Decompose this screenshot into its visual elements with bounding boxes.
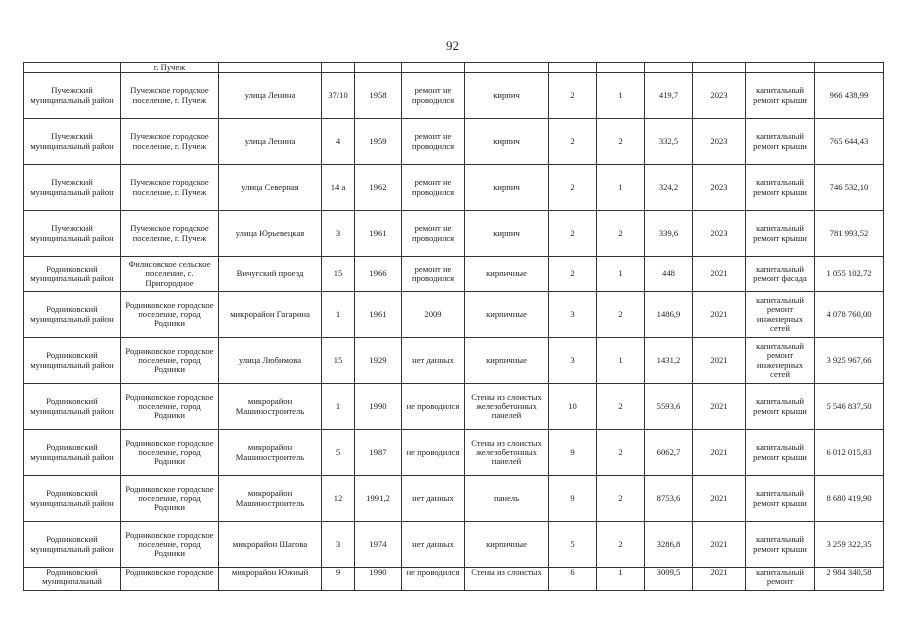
- wall-material-cell: Стены из слоистых: [465, 568, 549, 591]
- entrances-cell: 2: [597, 292, 645, 338]
- planned-year-cell: 2021: [693, 384, 746, 430]
- entrances-cell: 1: [597, 338, 645, 384]
- wall-material-cell: кирпичные: [465, 338, 549, 384]
- street-cell: микрорайон Шагова: [219, 522, 322, 568]
- year-built-cell: 1991,2: [355, 476, 402, 522]
- street-cell: улица Ленина: [219, 119, 322, 165]
- cost-cell: [815, 63, 884, 73]
- area-cell: 1486,9: [645, 292, 693, 338]
- area-cell: 8753,6: [645, 476, 693, 522]
- planned-year-cell: 2021: [693, 430, 746, 476]
- last-repair-cell: ремонт не проводился: [402, 211, 465, 257]
- year-built-cell: 1962: [355, 165, 402, 211]
- entrances-cell: 1: [597, 165, 645, 211]
- year-built-cell: 1990: [355, 568, 402, 591]
- floors-cell: 3: [549, 292, 597, 338]
- year-built-cell: 1961: [355, 292, 402, 338]
- settlement-cell: Пучежское городское поселение, г. Пучеж: [121, 165, 219, 211]
- wall-material-cell: Стены из слоистых железобетонных панелей: [465, 384, 549, 430]
- cost-cell: 6 012 015,83: [815, 430, 884, 476]
- street-cell: [219, 63, 322, 73]
- entrances-cell: 1: [597, 73, 645, 119]
- table-row: [24, 476, 884, 522]
- last-repair-cell: не проводился: [402, 384, 465, 430]
- entrances-cell: 2: [597, 119, 645, 165]
- planned-year-cell: [693, 63, 746, 73]
- area-cell: 419,7: [645, 73, 693, 119]
- settlement-cell: Филисовское сельское поселение, с. Пригородное: [121, 257, 219, 292]
- area-cell: 3286,8: [645, 522, 693, 568]
- settlement-cell: Родниковское городское поселение, город Родники: [121, 430, 219, 476]
- planned-year-cell: 2021: [693, 476, 746, 522]
- district-cell: Родниковский муниципальный район: [24, 430, 121, 476]
- table-row: [24, 257, 884, 292]
- planned-year-cell: 2023: [693, 73, 746, 119]
- house-number-cell: [322, 63, 355, 73]
- last-repair-cell: ремонт не проводился: [402, 257, 465, 292]
- settlement-cell: Родниковское городское поселение, город Родники: [121, 338, 219, 384]
- table-row: [24, 73, 884, 119]
- cost-cell: 8 680 419,90: [815, 476, 884, 522]
- cost-cell: 966 438,99: [815, 73, 884, 119]
- wall-material-cell: кирпич: [465, 165, 549, 211]
- cost-cell: 781 993,52: [815, 211, 884, 257]
- district-cell: Родниковский муниципальный район: [24, 476, 121, 522]
- house-number-cell: 3: [322, 211, 355, 257]
- work-type-cell: капитальный ремонт инженерных сетей: [746, 338, 815, 384]
- street-cell: микрорайон Машиностроитель: [219, 384, 322, 430]
- street-cell: улица Любимова: [219, 338, 322, 384]
- house-number-cell: 14 а: [322, 165, 355, 211]
- cost-cell: 4 078 760,00: [815, 292, 884, 338]
- wall-material-cell: кирпич: [465, 73, 549, 119]
- house-number-cell: 4: [322, 119, 355, 165]
- table-row: [24, 568, 884, 591]
- last-repair-cell: нет данных: [402, 522, 465, 568]
- area-cell: 5593,6: [645, 384, 693, 430]
- house-number-cell: 5: [322, 430, 355, 476]
- last-repair-cell: [402, 63, 465, 73]
- entrances-cell: 2: [597, 430, 645, 476]
- floors-cell: 3: [549, 338, 597, 384]
- wall-material-cell: кирпич: [465, 211, 549, 257]
- wall-material-cell: кирпичные: [465, 522, 549, 568]
- work-type-cell: капитальный ремонт крыши: [746, 522, 815, 568]
- floors-cell: [549, 63, 597, 73]
- year-built-cell: 1966: [355, 257, 402, 292]
- district-cell: Родниковский муниципальный район: [24, 292, 121, 338]
- settlement-cell: Пучежское городское поселение, г. Пучеж: [121, 211, 219, 257]
- last-repair-cell: нет данных: [402, 476, 465, 522]
- district-cell: Пучежский муниципальный район: [24, 165, 121, 211]
- planned-year-cell: 2021: [693, 292, 746, 338]
- year-built-cell: 1974: [355, 522, 402, 568]
- work-type-cell: капитальный ремонт крыши: [746, 476, 815, 522]
- cost-cell: 746 532,10: [815, 165, 884, 211]
- cost-cell: 3 925 967,66: [815, 338, 884, 384]
- table-row: [24, 522, 884, 568]
- house-number-cell: 1: [322, 292, 355, 338]
- settlement-cell: Родниковское городское поселение, город Родники: [121, 292, 219, 338]
- last-repair-cell: не проводился: [402, 430, 465, 476]
- floors-cell: 9: [549, 476, 597, 522]
- planned-year-cell: 2023: [693, 211, 746, 257]
- settlement-cell: Родниковское городское поселение, город Родники: [121, 384, 219, 430]
- street-cell: улица Юрьевецкая: [219, 211, 322, 257]
- year-built-cell: 1959: [355, 119, 402, 165]
- last-repair-cell: 2009: [402, 292, 465, 338]
- house-number-cell: 37/10: [322, 73, 355, 119]
- entrances-cell: [597, 63, 645, 73]
- settlement-cell: Пучежское городское поселение, г. Пучеж: [121, 73, 219, 119]
- table-row: [24, 384, 884, 430]
- street-cell: микрорайон Южный: [219, 568, 322, 591]
- year-built-cell: 1961: [355, 211, 402, 257]
- district-cell: Родниковский муниципальный район: [24, 384, 121, 430]
- district-cell: Родниковский муниципальный: [24, 568, 121, 591]
- floors-cell: 2: [549, 211, 597, 257]
- work-type-cell: [746, 63, 815, 73]
- planned-year-cell: 2023: [693, 119, 746, 165]
- wall-material-cell: кирпичные: [465, 292, 549, 338]
- page-number: 92: [446, 38, 459, 53]
- area-cell: 6062,7: [645, 430, 693, 476]
- district-cell: [24, 63, 121, 73]
- cost-cell: 1 055 102,72: [815, 257, 884, 292]
- area-cell: 448: [645, 257, 693, 292]
- table-row: [24, 119, 884, 165]
- cost-cell: 5 546 837,50: [815, 384, 884, 430]
- planned-year-cell: 2021: [693, 522, 746, 568]
- floors-cell: 2: [549, 119, 597, 165]
- house-number-cell: 1: [322, 384, 355, 430]
- table-row: [24, 165, 884, 211]
- cost-cell: 765 644,43: [815, 119, 884, 165]
- district-cell: Родниковский муниципальный район: [24, 338, 121, 384]
- street-cell: Вичугский проезд: [219, 257, 322, 292]
- district-cell: Пучежский муниципальный район: [24, 119, 121, 165]
- last-repair-cell: нет данных: [402, 338, 465, 384]
- floors-cell: 2: [549, 257, 597, 292]
- settlement-cell: Родниковское городское поселение, город Родники: [121, 522, 219, 568]
- district-cell: Пучежский муниципальный район: [24, 73, 121, 119]
- street-cell: улица Ленина: [219, 73, 322, 119]
- work-type-cell: капитальный ремонт крыши: [746, 384, 815, 430]
- area-cell: 339,6: [645, 211, 693, 257]
- wall-material-cell: кирпичные: [465, 257, 549, 292]
- settlement-cell: Родниковское городское поселение, город Родники: [121, 476, 219, 522]
- wall-material-cell: кирпич: [465, 119, 549, 165]
- street-cell: микрорайон Машиностроитель: [219, 476, 322, 522]
- year-built-cell: 1958: [355, 73, 402, 119]
- last-repair-cell: не проводился: [402, 568, 465, 591]
- house-number-cell: 15: [322, 338, 355, 384]
- table-row: [24, 211, 884, 257]
- settlement-cell: Родниковское городское: [121, 568, 219, 591]
- entrances-cell: 2: [597, 211, 645, 257]
- work-type-cell: капитальный ремонт фасада: [746, 257, 815, 292]
- work-type-cell: капитальный ремонт крыши: [746, 211, 815, 257]
- work-type-cell: капитальный ремонт инженерных сетей: [746, 292, 815, 338]
- housing-repair-table: [23, 62, 884, 591]
- house-number-cell: 9: [322, 568, 355, 591]
- entrances-cell: 1: [597, 257, 645, 292]
- work-type-cell: капитальный ремонт крыши: [746, 165, 815, 211]
- entrances-cell: 2: [597, 384, 645, 430]
- last-repair-cell: ремонт не проводился: [402, 165, 465, 211]
- area-cell: 332,5: [645, 119, 693, 165]
- floors-cell: 5: [549, 522, 597, 568]
- street-cell: улица Северная: [219, 165, 322, 211]
- planned-year-cell: 2023: [693, 165, 746, 211]
- year-built-cell: 1987: [355, 430, 402, 476]
- year-built-cell: [355, 63, 402, 73]
- district-cell: Родниковский муниципальный район: [24, 522, 121, 568]
- entrances-cell: 2: [597, 522, 645, 568]
- district-cell: Родниковский муниципальный район: [24, 257, 121, 292]
- entrances-cell: 2: [597, 476, 645, 522]
- last-repair-cell: ремонт не проводился: [402, 119, 465, 165]
- settlement-cell: г. Пучеж: [121, 63, 219, 73]
- work-type-cell: капитальный ремонт: [746, 568, 815, 591]
- table-row: [24, 63, 884, 73]
- entrances-cell: 1: [597, 568, 645, 591]
- street-cell: микрорайон Машиностроитель: [219, 430, 322, 476]
- area-cell: 3009,5: [645, 568, 693, 591]
- wall-material-cell: панель: [465, 476, 549, 522]
- district-cell: Пучежский муниципальный район: [24, 211, 121, 257]
- planned-year-cell: 2021: [693, 338, 746, 384]
- cost-cell: 3 259 322,35: [815, 522, 884, 568]
- table-row: [24, 430, 884, 476]
- street-cell: микрорайон Гагарина: [219, 292, 322, 338]
- work-type-cell: капитальный ремонт крыши: [746, 73, 815, 119]
- house-number-cell: 3: [322, 522, 355, 568]
- floors-cell: 10: [549, 384, 597, 430]
- floors-cell: 2: [549, 73, 597, 119]
- wall-material-cell: Стены из слоистых железобетонных панелей: [465, 430, 549, 476]
- table-row: [24, 292, 884, 338]
- house-number-cell: 12: [322, 476, 355, 522]
- floors-cell: 9: [549, 430, 597, 476]
- table-row: [24, 338, 884, 384]
- planned-year-cell: 2021: [693, 568, 746, 591]
- wall-material-cell: [465, 63, 549, 73]
- area-cell: 324,2: [645, 165, 693, 211]
- work-type-cell: капитальный ремонт крыши: [746, 119, 815, 165]
- house-number-cell: 15: [322, 257, 355, 292]
- year-built-cell: 1990: [355, 384, 402, 430]
- planned-year-cell: 2021: [693, 257, 746, 292]
- settlement-cell: Пучежское городское поселение, г. Пучеж: [121, 119, 219, 165]
- last-repair-cell: ремонт не проводился: [402, 73, 465, 119]
- floors-cell: 2: [549, 165, 597, 211]
- year-built-cell: 1929: [355, 338, 402, 384]
- area-cell: 1431,2: [645, 338, 693, 384]
- area-cell: [645, 63, 693, 73]
- work-type-cell: капитальный ремонт крыши: [746, 430, 815, 476]
- cost-cell: 2 984 340,58: [815, 568, 884, 591]
- floors-cell: 6: [549, 568, 597, 591]
